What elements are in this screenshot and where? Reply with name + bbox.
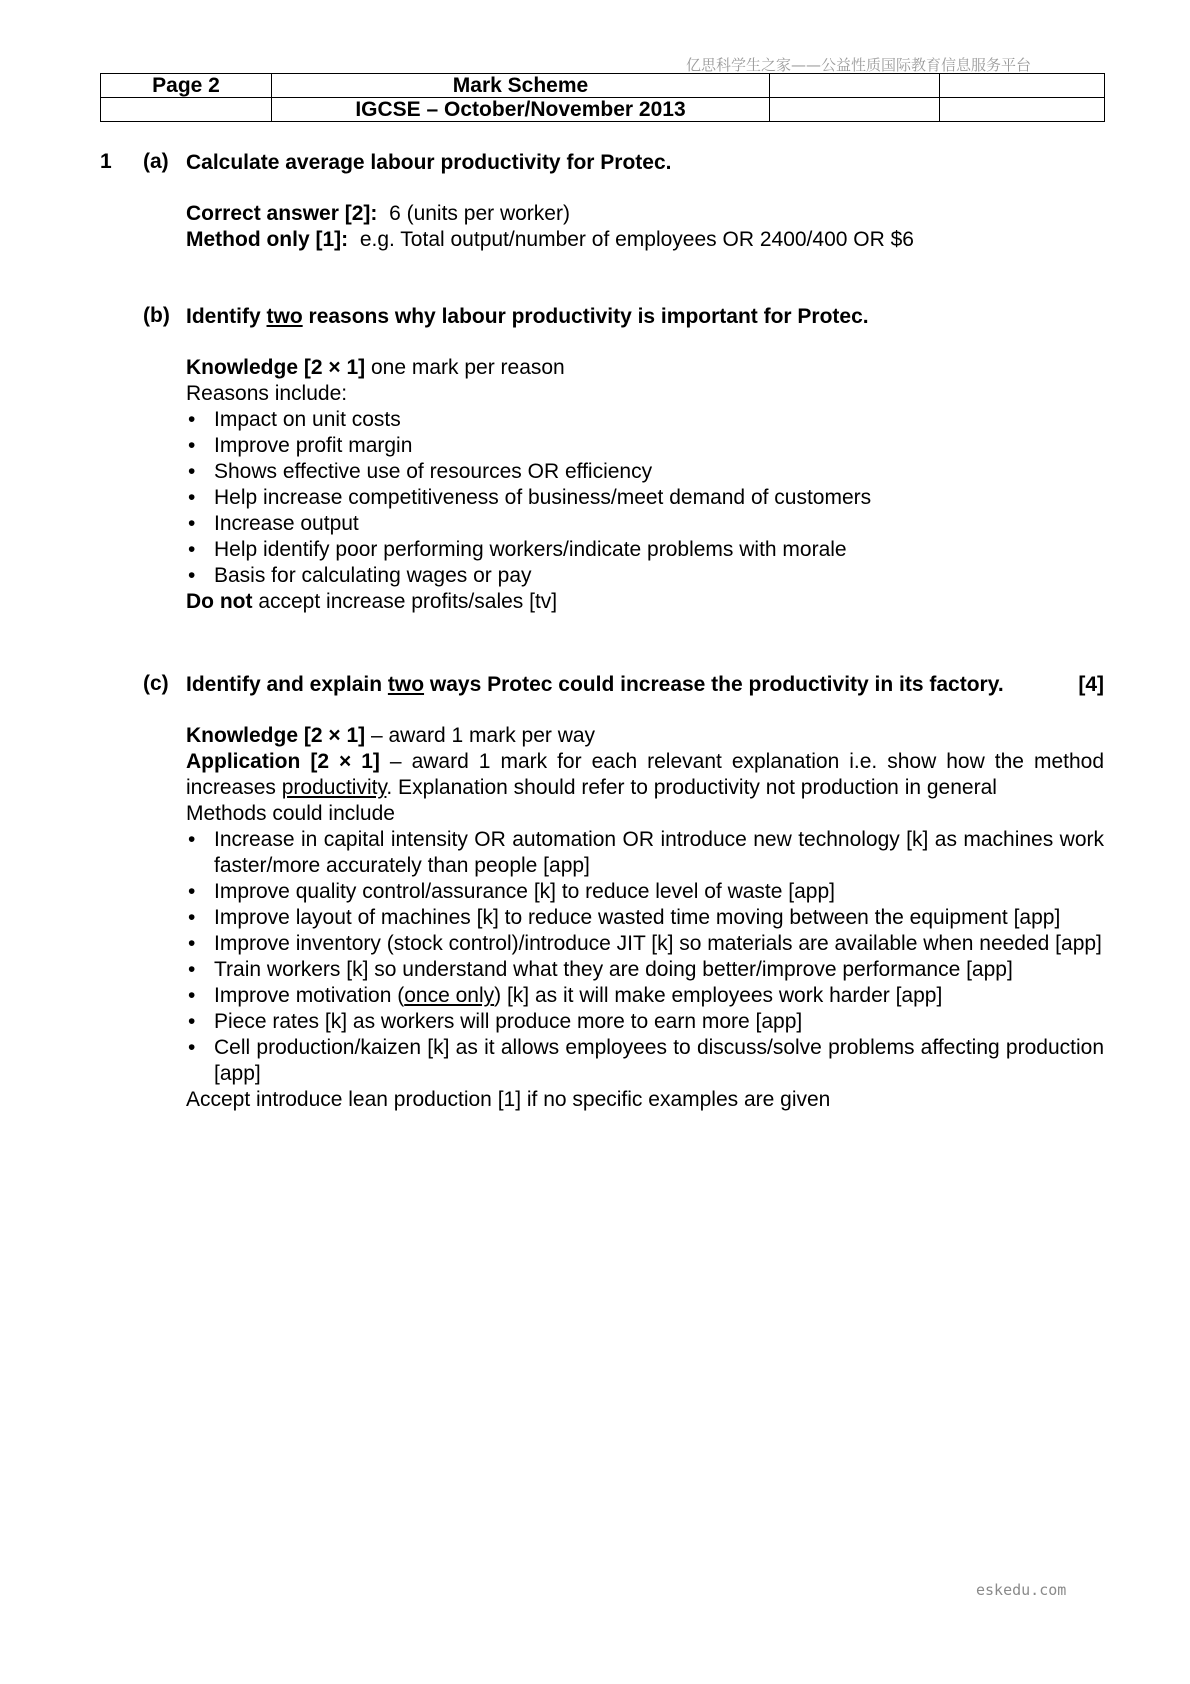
list-item: • Improve quality control/assurance [k] to reduce level of waste [app]: [186, 879, 1104, 905]
methods-list: [186, 827, 1104, 1087]
watermark-bottom: eskedu.com: [976, 1581, 1067, 1599]
question-number: 1: [100, 150, 112, 173]
list-item: • Cell production/kaizen [k] as it allows employees to discuss/solve problems affecting production [app]: [186, 1035, 1104, 1087]
header-empty-cell: [940, 74, 1105, 98]
part-c: [186, 672, 1104, 1113]
list-item: • Improve inventory (stock control)/introduce JIT [k] so materials are available when needed [app]: [186, 931, 1104, 957]
list-item: • Increase output: [186, 511, 1104, 537]
part-a-title: Calculate average labour productivity for Protec.: [186, 151, 672, 174]
header-empty-cell: [101, 98, 272, 122]
list-item: • Shows effective use of resources OR efficiency: [186, 459, 1104, 485]
list-item: • Help identify poor performing workers/indicate problems with morale: [186, 537, 1104, 563]
correct-answer-line: [186, 201, 1104, 227]
list-item: • Increase in capital intensity OR automation OR introduce new technology [k] as machines work faster/more accurately than people [app]: [186, 827, 1104, 879]
knowledge-line: Knowledge [2 × 1] – award 1 mark per way: [186, 724, 596, 747]
header-title: Mark Scheme: [272, 74, 770, 98]
part-c-marks: [4]: [1078, 673, 1104, 696]
part-b-title: Identify two reasons why labour productivity is important for Protec.: [186, 305, 869, 328]
application-line: Application [2 × 1] – award 1 mark for each relevant explanation i.e. show how the method increases productivity. Explanation should refer to productivity not production in general: [186, 750, 1104, 799]
header-subtitle: IGCSE – October/November 2013: [272, 98, 770, 122]
list-item: • Impact on unit costs: [186, 407, 1104, 433]
header-empty-cell: [770, 74, 940, 98]
part-c-label: (c): [143, 672, 169, 695]
list-item: • Improve motivation (once only) [k] as it will make employees work harder [app]: [186, 983, 1104, 1009]
list-item: • Train workers [k] so understand what they are doing better/improve performance [app]: [186, 957, 1104, 983]
part-a-label: (a): [143, 150, 169, 173]
header-page: Page 2: [101, 74, 272, 98]
list-item: • Improve layout of machines [k] to reduce wasted time moving between the equipment [app]: [186, 905, 1104, 931]
correct-answer-label: Correct answer [2]:: [186, 202, 378, 225]
closing-line: Accept introduce lean production [1] if no specific examples are given: [186, 1088, 831, 1111]
list-item: • Piece rates [k] as workers will produce more to earn more [app]: [186, 1009, 1104, 1035]
header-table: [100, 73, 1105, 122]
correct-answer-text: 6 (units per worker): [389, 202, 570, 225]
header-empty-cell: [940, 98, 1105, 122]
methods-intro: Methods could include: [186, 802, 395, 825]
part-b-label: (b): [143, 304, 170, 327]
part-b: [186, 304, 1104, 615]
method-text: e.g. Total output/number of employees OR 2400/400 OR $6: [359, 228, 914, 251]
do-not-line: Do not accept increase profits/sales [tv]: [186, 590, 558, 613]
knowledge-line: Knowledge [2 × 1] one mark per reason: [186, 356, 565, 379]
list-item: • Help increase competitiveness of business/meet demand of customers: [186, 485, 1104, 511]
reasons-intro: Reasons include:: [186, 382, 348, 405]
method-label: Method only [1]:: [186, 228, 349, 251]
list-item: • Improve profit margin: [186, 433, 1104, 459]
list-item: • Basis for calculating wages or pay: [186, 563, 1104, 589]
header-empty-cell: [770, 98, 940, 122]
method-line: [186, 227, 1104, 253]
part-a: [186, 150, 1104, 253]
part-c-title: Identify and explain two ways Protec could increase the productivity in its factory. [4]: [186, 673, 1104, 696]
watermark-top: 亿思科学生之家——公益性质国际教育信息服务平台: [686, 56, 1032, 74]
reasons-list: [186, 407, 1104, 589]
